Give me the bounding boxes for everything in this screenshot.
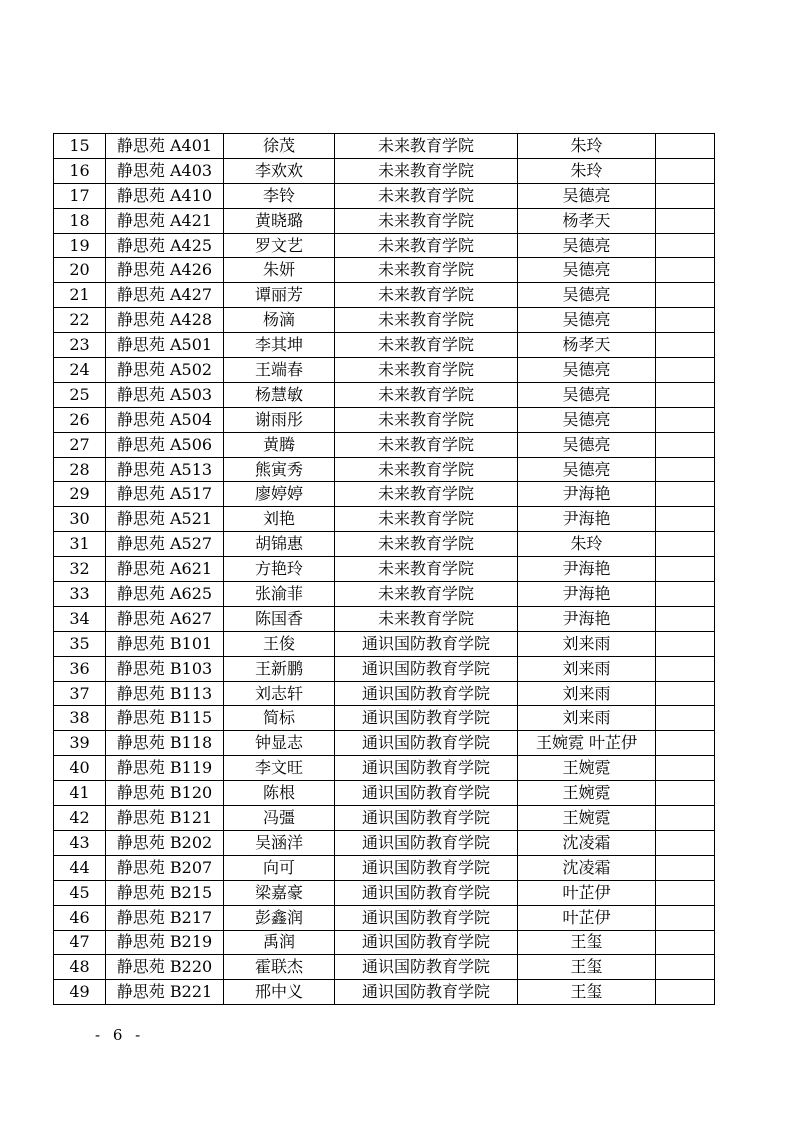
cell-remark <box>656 507 715 532</box>
cell-tutor: 王婉霓 <box>518 756 656 781</box>
table-row <box>54 183 715 208</box>
cell-college: 通识国防教育学院 <box>335 756 518 781</box>
cell-tutor: 朱玲 <box>518 532 656 557</box>
cell-tutor: 王玺 <box>518 980 656 1005</box>
cell-remark <box>656 706 715 731</box>
table-row <box>54 980 715 1005</box>
cell-room: 静思苑 A504 <box>106 407 224 432</box>
cell-room: 静思苑 B207 <box>106 855 224 880</box>
cell-remark <box>656 905 715 930</box>
cell-no: 15 <box>54 134 106 159</box>
cell-college: 未来教育学院 <box>335 283 518 308</box>
cell-no: 34 <box>54 606 106 631</box>
cell-tutor: 朱玲 <box>518 134 656 159</box>
cell-name: 黄晓璐 <box>224 208 335 233</box>
cell-room: 静思苑 A403 <box>106 158 224 183</box>
cell-no: 46 <box>54 905 106 930</box>
table-row <box>54 681 715 706</box>
cell-college: 未来教育学院 <box>335 158 518 183</box>
cell-college: 通识国防教育学院 <box>335 656 518 681</box>
cell-no: 42 <box>54 806 106 831</box>
cell-college: 通识国防教育学院 <box>335 955 518 980</box>
table-row <box>54 532 715 557</box>
cell-college: 未来教育学院 <box>335 557 518 582</box>
cell-room: 静思苑 A627 <box>106 606 224 631</box>
cell-remark <box>656 955 715 980</box>
cell-remark <box>656 656 715 681</box>
table-row <box>54 233 715 258</box>
cell-no: 32 <box>54 557 106 582</box>
cell-remark <box>656 432 715 457</box>
table-row <box>54 208 715 233</box>
cell-tutor: 尹海艳 <box>518 507 656 532</box>
cell-name: 冯彊 <box>224 806 335 831</box>
cell-no: 26 <box>54 407 106 432</box>
table-row <box>54 855 715 880</box>
cell-name: 谢雨彤 <box>224 407 335 432</box>
cell-tutor: 吴德亮 <box>518 258 656 283</box>
cell-tutor: 王婉霓 <box>518 781 656 806</box>
cell-tutor: 朱玲 <box>518 158 656 183</box>
cell-no: 22 <box>54 308 106 333</box>
cell-no: 27 <box>54 432 106 457</box>
cell-name: 简标 <box>224 706 335 731</box>
cell-remark <box>656 557 715 582</box>
cell-remark <box>656 333 715 358</box>
cell-room: 静思苑 A506 <box>106 432 224 457</box>
cell-remark <box>656 756 715 781</box>
cell-college: 通识国防教育学院 <box>335 905 518 930</box>
cell-name: 王端春 <box>224 358 335 383</box>
cell-college: 通识国防教育学院 <box>335 631 518 656</box>
cell-room: 静思苑 A527 <box>106 532 224 557</box>
cell-name: 方艳玲 <box>224 557 335 582</box>
cell-no: 49 <box>54 980 106 1005</box>
cell-tutor: 吴德亮 <box>518 183 656 208</box>
cell-room: 静思苑 A426 <box>106 258 224 283</box>
roster-body <box>54 134 715 1005</box>
cell-room: 静思苑 A410 <box>106 183 224 208</box>
cell-no: 30 <box>54 507 106 532</box>
cell-no: 33 <box>54 582 106 607</box>
cell-name: 刘艳 <box>224 507 335 532</box>
cell-tutor: 杨孝天 <box>518 208 656 233</box>
table-row <box>54 955 715 980</box>
cell-remark <box>656 457 715 482</box>
cell-name: 李欢欢 <box>224 158 335 183</box>
cell-college: 未来教育学院 <box>335 606 518 631</box>
table-row <box>54 333 715 358</box>
cell-college: 通识国防教育学院 <box>335 930 518 955</box>
cell-remark <box>656 781 715 806</box>
cell-name: 向可 <box>224 855 335 880</box>
table-row <box>54 457 715 482</box>
cell-college: 未来教育学院 <box>335 134 518 159</box>
cell-name: 朱妍 <box>224 258 335 283</box>
cell-room: 静思苑 B219 <box>106 930 224 955</box>
cell-college: 未来教育学院 <box>335 457 518 482</box>
table-row <box>54 134 715 159</box>
cell-remark <box>656 158 715 183</box>
cell-no: 16 <box>54 158 106 183</box>
cell-tutor: 尹海艳 <box>518 557 656 582</box>
cell-college: 未来教育学院 <box>335 507 518 532</box>
cell-tutor: 吴德亮 <box>518 457 656 482</box>
cell-college: 通识国防教育学院 <box>335 681 518 706</box>
cell-tutor: 吴德亮 <box>518 283 656 308</box>
table-row <box>54 283 715 308</box>
cell-remark <box>656 606 715 631</box>
table-row <box>54 905 715 930</box>
cell-tutor: 王玺 <box>518 930 656 955</box>
cell-no: 25 <box>54 382 106 407</box>
cell-name: 熊寅秀 <box>224 457 335 482</box>
cell-college: 未来教育学院 <box>335 382 518 407</box>
cell-remark <box>656 134 715 159</box>
cell-room: 静思苑 A427 <box>106 283 224 308</box>
cell-remark <box>656 631 715 656</box>
cell-name: 谭丽芳 <box>224 283 335 308</box>
cell-tutor: 杨孝天 <box>518 333 656 358</box>
cell-name: 徐茂 <box>224 134 335 159</box>
cell-remark <box>656 980 715 1005</box>
cell-no: 20 <box>54 258 106 283</box>
cell-room: 静思苑 A521 <box>106 507 224 532</box>
cell-tutor: 吴德亮 <box>518 382 656 407</box>
cell-no: 31 <box>54 532 106 557</box>
cell-name: 李文旺 <box>224 756 335 781</box>
cell-remark <box>656 880 715 905</box>
cell-no: 43 <box>54 830 106 855</box>
cell-name: 彭鑫润 <box>224 905 335 930</box>
table-row <box>54 806 715 831</box>
cell-no: 36 <box>54 656 106 681</box>
table-row <box>54 358 715 383</box>
cell-name: 邢中义 <box>224 980 335 1005</box>
cell-no: 18 <box>54 208 106 233</box>
cell-room: 静思苑 B202 <box>106 830 224 855</box>
cell-room: 静思苑 B119 <box>106 756 224 781</box>
cell-remark <box>656 308 715 333</box>
cell-no: 37 <box>54 681 106 706</box>
cell-remark <box>656 208 715 233</box>
cell-name: 陈根 <box>224 781 335 806</box>
cell-name: 梁嘉豪 <box>224 880 335 905</box>
cell-college: 通识国防教育学院 <box>335 781 518 806</box>
cell-name: 杨慧敏 <box>224 382 335 407</box>
cell-room: 静思苑 B101 <box>106 631 224 656</box>
cell-name: 钟显志 <box>224 731 335 756</box>
cell-tutor: 刘来雨 <box>518 656 656 681</box>
cell-college: 未来教育学院 <box>335 258 518 283</box>
cell-college: 未来教育学院 <box>335 308 518 333</box>
cell-no: 40 <box>54 756 106 781</box>
cell-name: 罗文艺 <box>224 233 335 258</box>
cell-college: 未来教育学院 <box>335 233 518 258</box>
cell-tutor: 王玺 <box>518 955 656 980</box>
cell-room: 静思苑 B115 <box>106 706 224 731</box>
cell-name: 张渝菲 <box>224 582 335 607</box>
table-row <box>54 507 715 532</box>
cell-name: 杨滴 <box>224 308 335 333</box>
cell-college: 未来教育学院 <box>335 333 518 358</box>
table-row <box>54 756 715 781</box>
cell-no: 45 <box>54 880 106 905</box>
cell-college: 通识国防教育学院 <box>335 706 518 731</box>
cell-name: 李铃 <box>224 183 335 208</box>
cell-college: 未来教育学院 <box>335 432 518 457</box>
table-row <box>54 830 715 855</box>
cell-college: 未来教育学院 <box>335 183 518 208</box>
table-row <box>54 781 715 806</box>
cell-room: 静思苑 A425 <box>106 233 224 258</box>
cell-tutor: 吴德亮 <box>518 308 656 333</box>
cell-college: 通识国防教育学院 <box>335 731 518 756</box>
cell-tutor: 刘来雨 <box>518 681 656 706</box>
cell-college: 通识国防教育学院 <box>335 980 518 1005</box>
cell-no: 29 <box>54 482 106 507</box>
cell-remark <box>656 532 715 557</box>
cell-tutor: 尹海艳 <box>518 582 656 607</box>
table-row <box>54 582 715 607</box>
cell-tutor: 叶芷伊 <box>518 880 656 905</box>
cell-room: 静思苑 B113 <box>106 681 224 706</box>
cell-room: 静思苑 B220 <box>106 955 224 980</box>
cell-room: 静思苑 A421 <box>106 208 224 233</box>
cell-no: 19 <box>54 233 106 258</box>
table-row <box>54 482 715 507</box>
cell-name: 霍联杰 <box>224 955 335 980</box>
cell-name: 王俊 <box>224 631 335 656</box>
cell-no: 41 <box>54 781 106 806</box>
cell-college: 未来教育学院 <box>335 582 518 607</box>
cell-no: 39 <box>54 731 106 756</box>
table-row <box>54 880 715 905</box>
cell-tutor: 吴德亮 <box>518 407 656 432</box>
cell-room: 静思苑 A517 <box>106 482 224 507</box>
table-row <box>54 432 715 457</box>
dormitory-roster-table <box>53 133 715 1005</box>
cell-tutor: 尹海艳 <box>518 606 656 631</box>
cell-no: 48 <box>54 955 106 980</box>
table-row <box>54 731 715 756</box>
cell-room: 静思苑 A401 <box>106 134 224 159</box>
cell-room: 静思苑 B215 <box>106 880 224 905</box>
cell-remark <box>656 830 715 855</box>
cell-no: 23 <box>54 333 106 358</box>
cell-remark <box>656 681 715 706</box>
cell-remark <box>656 233 715 258</box>
table-row <box>54 706 715 731</box>
cell-tutor: 吴德亮 <box>518 358 656 383</box>
cell-college: 未来教育学院 <box>335 407 518 432</box>
cell-room: 静思苑 A428 <box>106 308 224 333</box>
cell-college: 未来教育学院 <box>335 482 518 507</box>
cell-room: 静思苑 A501 <box>106 333 224 358</box>
cell-remark <box>656 358 715 383</box>
cell-remark <box>656 382 715 407</box>
cell-no: 35 <box>54 631 106 656</box>
cell-name: 刘志轩 <box>224 681 335 706</box>
cell-remark <box>656 930 715 955</box>
cell-room: 静思苑 B103 <box>106 656 224 681</box>
cell-tutor: 沈凌霜 <box>518 855 656 880</box>
cell-tutor: 刘来雨 <box>518 706 656 731</box>
cell-college: 未来教育学院 <box>335 208 518 233</box>
table-row <box>54 930 715 955</box>
table-row <box>54 308 715 333</box>
cell-remark <box>656 482 715 507</box>
cell-name: 胡锦惠 <box>224 532 335 557</box>
cell-remark <box>656 183 715 208</box>
cell-name: 李其坤 <box>224 333 335 358</box>
cell-name: 黄腾 <box>224 432 335 457</box>
cell-no: 24 <box>54 358 106 383</box>
cell-remark <box>656 407 715 432</box>
cell-room: 静思苑 B121 <box>106 806 224 831</box>
page-number: - 6 - <box>95 1026 145 1044</box>
cell-name: 王新鹏 <box>224 656 335 681</box>
table-row <box>54 258 715 283</box>
cell-room: 静思苑 A513 <box>106 457 224 482</box>
cell-no: 44 <box>54 855 106 880</box>
cell-name: 禹润 <box>224 930 335 955</box>
cell-no: 47 <box>54 930 106 955</box>
cell-room: 静思苑 A621 <box>106 557 224 582</box>
cell-room: 静思苑 B118 <box>106 731 224 756</box>
cell-remark <box>656 731 715 756</box>
cell-tutor: 吴德亮 <box>518 233 656 258</box>
cell-tutor: 王婉霓 叶芷伊 <box>518 731 656 756</box>
cell-college: 通识国防教育学院 <box>335 880 518 905</box>
table-row <box>54 557 715 582</box>
cell-tutor: 王婉霓 <box>518 806 656 831</box>
cell-tutor: 沈凌霜 <box>518 830 656 855</box>
cell-remark <box>656 582 715 607</box>
cell-remark <box>656 258 715 283</box>
cell-name: 陈国香 <box>224 606 335 631</box>
cell-college: 通识国防教育学院 <box>335 830 518 855</box>
table-row <box>54 407 715 432</box>
cell-college: 未来教育学院 <box>335 358 518 383</box>
cell-room: 静思苑 B217 <box>106 905 224 930</box>
cell-remark <box>656 283 715 308</box>
cell-tutor: 刘来雨 <box>518 631 656 656</box>
table-row <box>54 606 715 631</box>
cell-room: 静思苑 B120 <box>106 781 224 806</box>
cell-remark <box>656 806 715 831</box>
cell-college: 通识国防教育学院 <box>335 855 518 880</box>
cell-room: 静思苑 A502 <box>106 358 224 383</box>
cell-no: 21 <box>54 283 106 308</box>
table-row <box>54 631 715 656</box>
cell-room: 静思苑 A503 <box>106 382 224 407</box>
table-row <box>54 158 715 183</box>
cell-no: 17 <box>54 183 106 208</box>
cell-name: 吴涵洋 <box>224 830 335 855</box>
cell-tutor: 尹海艳 <box>518 482 656 507</box>
cell-college: 通识国防教育学院 <box>335 806 518 831</box>
cell-tutor: 叶芷伊 <box>518 905 656 930</box>
cell-no: 38 <box>54 706 106 731</box>
table-row <box>54 656 715 681</box>
cell-name: 廖婷婷 <box>224 482 335 507</box>
cell-college: 未来教育学院 <box>335 532 518 557</box>
cell-room: 静思苑 A625 <box>106 582 224 607</box>
cell-remark <box>656 855 715 880</box>
cell-no: 28 <box>54 457 106 482</box>
cell-room: 静思苑 B221 <box>106 980 224 1005</box>
cell-tutor: 吴德亮 <box>518 432 656 457</box>
table-row <box>54 382 715 407</box>
